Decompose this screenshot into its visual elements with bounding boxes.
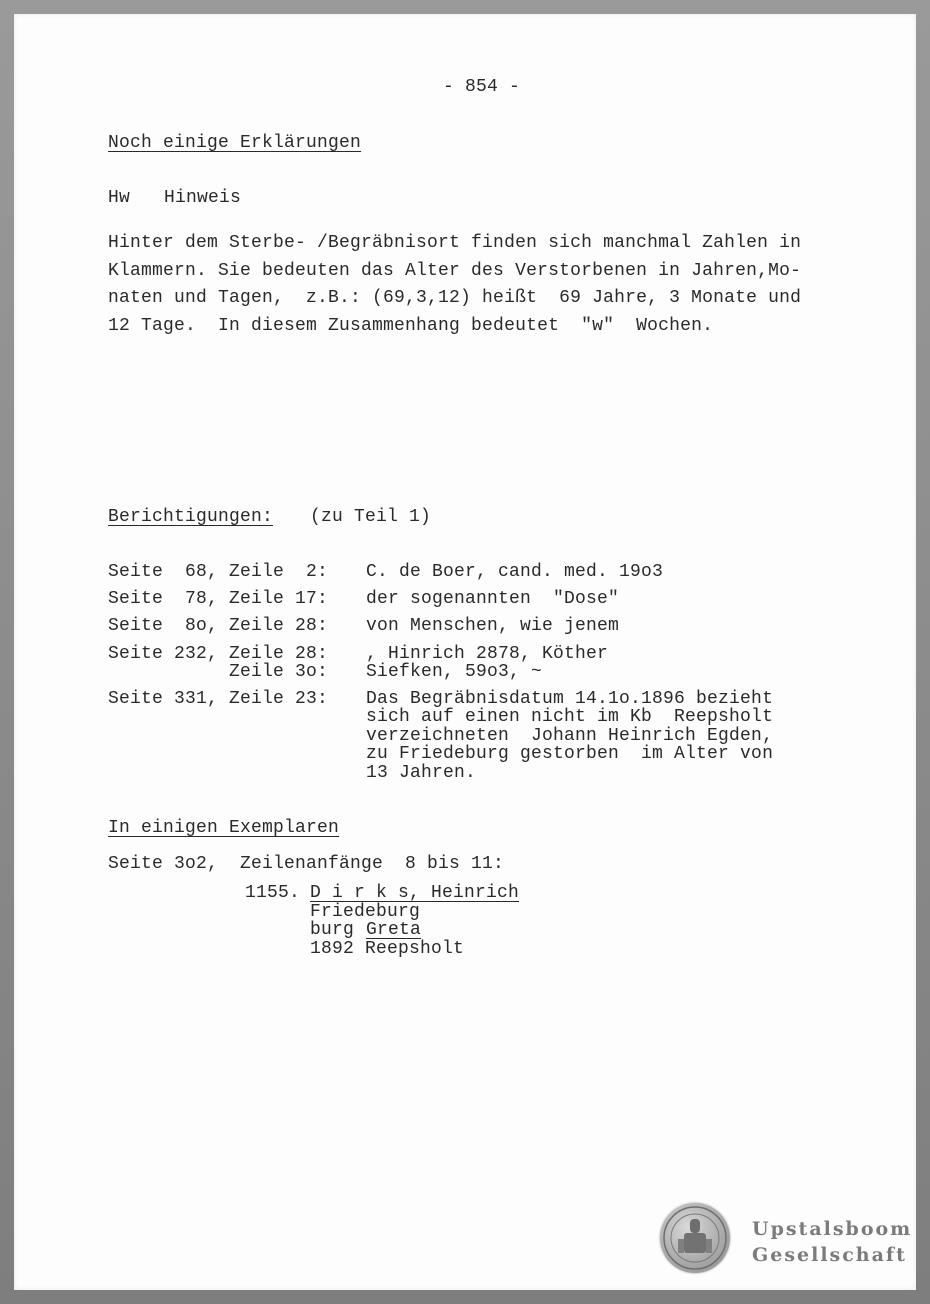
section-heading-copies: In einigen Exemplaren <box>108 818 340 838</box>
brand-line-2: Gesellschaft <box>752 1244 907 1266</box>
correction-text: Das Begräbnisdatum 14.1o.1896 bezieht <box>366 689 774 709</box>
correction-text: sich auf einen nicht im Kb Reepsholt <box>366 707 774 727</box>
correction-text: zu Friedeburg gestorben im Alter von <box>366 744 774 764</box>
entry-line: 1892 Reepsholt <box>310 939 465 959</box>
section-heading-explanations: Noch einige Erklärungen <box>108 133 362 153</box>
correction-ref: Zeile 3o: <box>108 662 329 682</box>
correction-text: verzeichneten Johann Heinrich Egden, <box>366 726 774 746</box>
correction-text: 13 Jahren. <box>366 763 477 783</box>
correction-ref: Seite 331, Zeile 23: <box>108 689 329 709</box>
entry-line-underlined: Greta <box>366 920 422 940</box>
page-number: - 854 - <box>443 77 521 97</box>
paragraph-line: 12 Tage. In diesem Zusammenhang bedeutet "w" Wochen. <box>108 316 714 336</box>
correction-text: , Hinrich 2878, Köther <box>366 644 609 664</box>
abbreviation-meaning: Hinweis <box>164 188 242 208</box>
entry-line: burg <box>310 920 366 940</box>
correction-ref: Seite 8o, Zeile 28: <box>108 616 329 636</box>
correction-text: der sogenannten "Dose" <box>366 589 620 609</box>
correction-ref: Seite 78, Zeile 17: <box>108 589 329 609</box>
correction-text: Siefken, 59o3, ~ <box>366 662 543 682</box>
entry-name: D i r k s, Heinrich <box>310 883 520 903</box>
correction-text: von Menschen, wie jenem <box>366 616 620 636</box>
brand-line-1: Upstalsboom <box>752 1218 913 1240</box>
correction-ref: Seite 68, Zeile 2: <box>108 562 329 582</box>
paragraph-line: Klammern. Sie bedeuten das Alter des Verstorbenen in Jahren,Mo- <box>108 261 802 281</box>
correction-text: C. de Boer, cand. med. 19o3 <box>366 562 664 582</box>
entry-number: 1155. <box>245 883 301 903</box>
abbreviation: Hw <box>108 188 131 208</box>
paragraph-line: Hinter dem Sterbe- /Begräbnisort finden sich manchmal Zahlen in <box>108 233 802 253</box>
society-seal-icon <box>660 1203 730 1273</box>
correction-ref: Seite 232, Zeile 28: <box>108 644 329 664</box>
corrections-subheading: (zu Teil 1) <box>310 507 432 527</box>
section-heading-corrections: Berichtigungen: <box>108 507 274 527</box>
copies-reference: Seite 3o2, Zeilenanfänge 8 bis 11: <box>108 854 505 874</box>
paragraph-line: naten und Tagen, z.B.: (69,3,12) heißt 69 Jahre, 3 Monate und <box>108 288 802 308</box>
entry-line: Friedeburg <box>310 902 421 922</box>
